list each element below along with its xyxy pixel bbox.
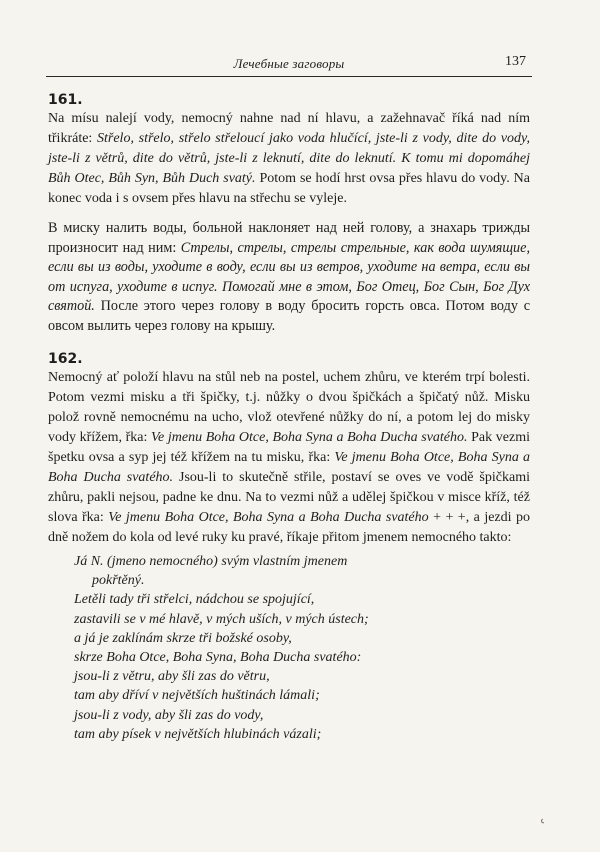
page-content	[48, 91, 530, 744]
czech-text: + + +, a jezdi po dně nožem do kola od levé ruky ku pravé, říkaje přitom jmenem nemocného takto:	[48, 510, 530, 545]
czech-text: Na mísu nalejí vody, nemocný nahne nad ní hlavu, a zažehnavač říká nad ním třikráte:	[48, 111, 530, 146]
russian-paragraph-161	[48, 219, 530, 336]
verse-line: jsou-li z vody, aby šli zas do vody,	[74, 707, 264, 723]
section-number-162: 162.	[48, 351, 83, 367]
czech-text: Potom se hodí hrst ovsa přes hlavu do vody. Na konec voda i s ovsem přes hlavu na střechu se vyleje.	[48, 171, 531, 206]
czech-incantation: Střelo, střelo, střelo střeloucí jako voda hlučící, jste-li z vody, dite do vody, jste-li z větrů, dite do větrů, jste-li z leknutí, dite do leknutí. K tomu mi dopomáhej Bůh Otec, Bůh Syn, Bůh Duch svatý.	[48, 131, 530, 186]
running-title: Лечебные заговоры	[233, 56, 345, 71]
czech-text: Jsou-li to skutečně střile, postaví se oves ve vodě špičkami zhůru, pakli nejsou, padne ke dnu. Na to vezmi nůž a udělej špičkou v misce kříž, též slova řka:	[48, 470, 530, 525]
czech-paragraph-161	[48, 109, 530, 209]
page-number: 137	[505, 54, 526, 69]
section-gap	[48, 336, 530, 350]
czech-incantation: Ve jmenu Boha Otce, Boha Syna a Boha Ducha svatého.	[48, 450, 530, 485]
pencil-mark-icon: ʿ	[538, 815, 551, 838]
verse-line: tam aby dříví v největších huštinách lámali;	[74, 688, 320, 704]
czech-text: Nemocný ať položí hlavu na stůl neb na postel, uchem zhůru, ve kterém trpí bolesti. Potom vezmi misku a tři špičky, t.j. nůžky o dvou špičkách a špičatý nůž. Misku polož rovně nemocnému na ucho, vlož otevřené nůžky do ní, a potom lej do misky vody křížem, řka:	[48, 370, 530, 445]
section-161	[48, 91, 530, 336]
verse-line: Letěli tady tři střelci, nádchou se spojující,	[74, 592, 315, 608]
section-number-161: 161.	[48, 92, 83, 108]
verse-line: jsou-li z větru, aby šli zas do větru,	[74, 669, 270, 685]
verse-line: tam aby písek v největších hlubinách vázali;	[74, 726, 322, 742]
czech-incantation: Ve jmenu Boha Otce, Boha Syna a Boha Ducha svatého	[108, 510, 429, 525]
czech-paragraph-162	[48, 368, 530, 548]
section-162	[48, 350, 530, 744]
verse-line: skrze Boha Otce, Boha Syna, Boha Ducha svatého:	[74, 650, 362, 666]
page-header	[46, 52, 532, 76]
russian-text: В миску налить воды, больной наклоняет над ней голову, а знахарь трижды произносит над ним:	[48, 220, 530, 256]
czech-incantation: Ve jmenu Boha Otce, Boha Syna a Boha Ducha svatého.	[151, 430, 468, 445]
verse-line: Já N. (jmeno nemocného) svým vlastním jmenem pokřtěný.	[74, 554, 348, 589]
czech-text: Pak vezmi špetku ovsa a syp jej též křížem na tu misku, řka:	[48, 430, 530, 465]
russian-incantation: Стрелы, стрелы, стрелы стрельные, как вода шумящие, если вы из воды, уходите в воду, если вы из ветров, уходите на ветра, если вы от испуга, уходите в испуг. Помогай мне в этом, Бог Отец, Бог Сын, Бог Дух святой.	[48, 239, 530, 314]
verse-line: zastavili se v mé hlavě, v mých uších, v mých ústech;	[74, 611, 369, 627]
russian-text: После этого через голову в воду бросить горсть овса. Потом воду с овсом вылить через голову на крышу.	[48, 298, 530, 334]
verse-line: a já je zaklínám skrze tři božské osoby,	[74, 630, 292, 646]
header-rule	[46, 76, 532, 77]
incantation-verse	[74, 552, 394, 744]
